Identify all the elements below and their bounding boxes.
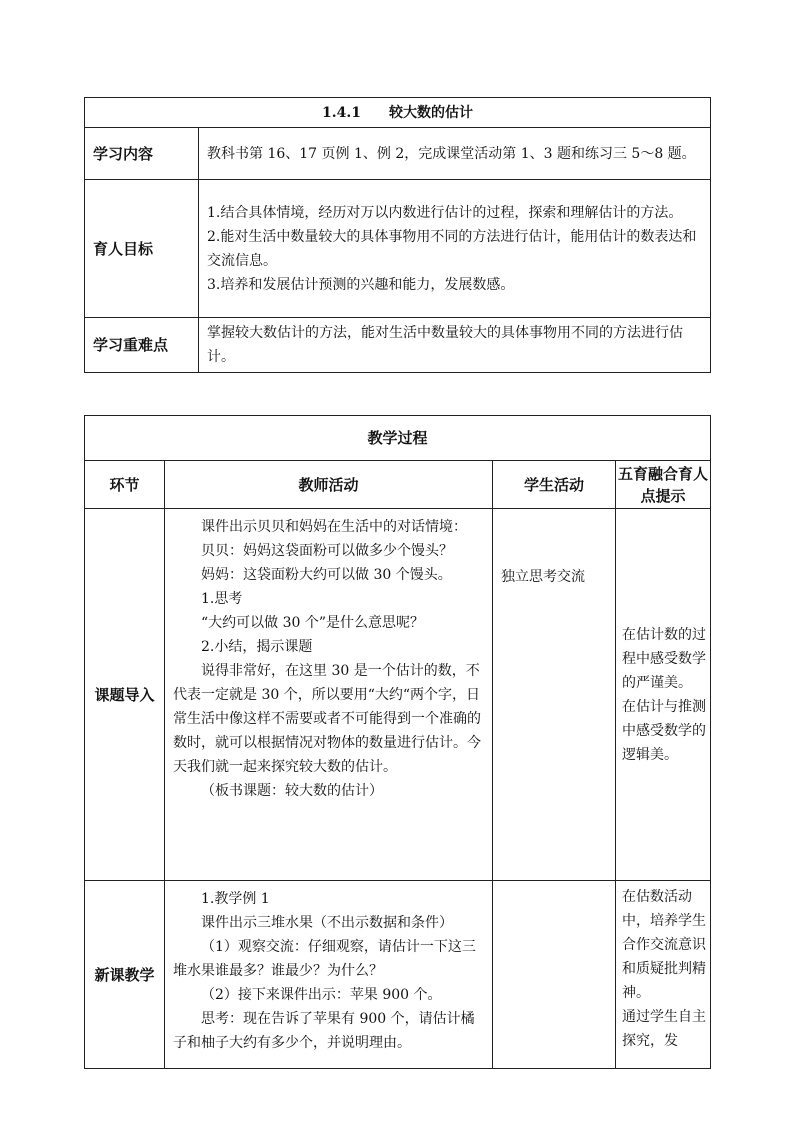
content-text: 教科书第 16、17 页例 1、例 2，完成课堂活动第 1、3 题和练习三 5～8 题。 (199, 128, 711, 180)
goal-item: 2.能对生活中数量较大的具体事物用不同的方法进行估计，能用估计的数表达和交流信息。 (207, 228, 697, 269)
process-title: 教学过程 (85, 416, 711, 461)
teacher-line: 课件出示贝贝和妈妈在生活中的对话情境： (201, 519, 467, 535)
teacher-line: 课件出示三堆水果（不出示数据和条件） (201, 915, 453, 931)
lesson-title-cell (85, 98, 711, 128)
content-label: 学习内容 (85, 128, 199, 180)
education-line: 在估计与推测中感受数学的逻辑美。 (622, 698, 706, 763)
teacher-line: 1.思考 (201, 591, 243, 607)
column-header-education: 五育融合育人点提示 (616, 461, 711, 509)
stage-cell: 新课教学 (85, 881, 165, 1069)
education-cell (616, 509, 711, 881)
lesson-info-table (84, 97, 711, 373)
key-text: 掌握较大数估计的方法，能对生活中数量较大的具体事物用不同的方法进行估计。 (199, 318, 711, 373)
goal-item: 1.结合具体情境，经历对万以内数进行估计的过程，探索和理解估计的方法。 (207, 204, 683, 221)
lesson-number: 1.4.1 (322, 104, 361, 121)
teacher-line: （板书课题：较大数的估计） (201, 783, 383, 799)
teacher-activity-cell (165, 881, 493, 1069)
column-header-student: 学生活动 (493, 461, 616, 509)
teacher-line: 妈妈：这袋面粉大约可以做 30 个馒头。 (201, 567, 452, 583)
goals-label: 育人目标 (85, 180, 199, 318)
education-line: 在估计数的过程中感受数学的严谨美。 (622, 626, 706, 691)
education-cell (616, 881, 711, 1069)
column-header-stage: 环节 (85, 461, 165, 509)
teacher-line: 2.小结，揭示课题 (201, 639, 313, 655)
teacher-activity-cell (165, 509, 493, 881)
lesson-title: 较大数的估计 (389, 104, 473, 121)
teacher-line: （2）接下来课件出示：苹果 900 个。 (201, 987, 442, 1003)
education-line: 通过学生自主探究，发 (622, 1009, 706, 1049)
teacher-line: 说得非常好，在这里 30 是一个估计的数，不代表一定就是 30 个，所以要用“大约“两个字，日常生活中像这样不需要或者不可能得到一个准确的数时，就可以根据情况对物体的数量进行估计。今天我们就一起来探究较大数的估计。 (173, 663, 481, 775)
teacher-line: （1）观察交流：仔细观察，请估计一下这三堆水果谁最多？谁最少？为什么？ (173, 939, 476, 979)
stage-cell: 课题导入 (85, 509, 165, 881)
goal-item: 3.培养和发展估计预测的兴趣和能力，发展数感。 (207, 276, 515, 293)
teacher-line: 贝贝：妈妈这袋面粉可以做多少个馒头？ (201, 543, 453, 559)
process-table (84, 415, 711, 1069)
student-activity-cell: 独立思考交流 (493, 509, 616, 881)
teacher-line: “大约可以做 30 个”是什么意思呢？ (201, 615, 425, 631)
column-header-teacher: 教师活动 (165, 461, 493, 509)
student-activity-cell (493, 881, 616, 1069)
table-row (85, 881, 711, 1069)
key-label: 学习重难点 (85, 318, 199, 373)
education-line: 在估数活动中，培养学生合作交流意识和质疑批判精神。 (622, 889, 706, 1001)
teacher-line: 1.教学例 1 (201, 891, 270, 907)
goals-cell (199, 180, 711, 318)
teacher-line: 思考：现在告诉了苹果有 900 个，请估计橘子和柚子大约有多少个，并说明理由。 (173, 1011, 475, 1051)
table-row (85, 509, 711, 881)
